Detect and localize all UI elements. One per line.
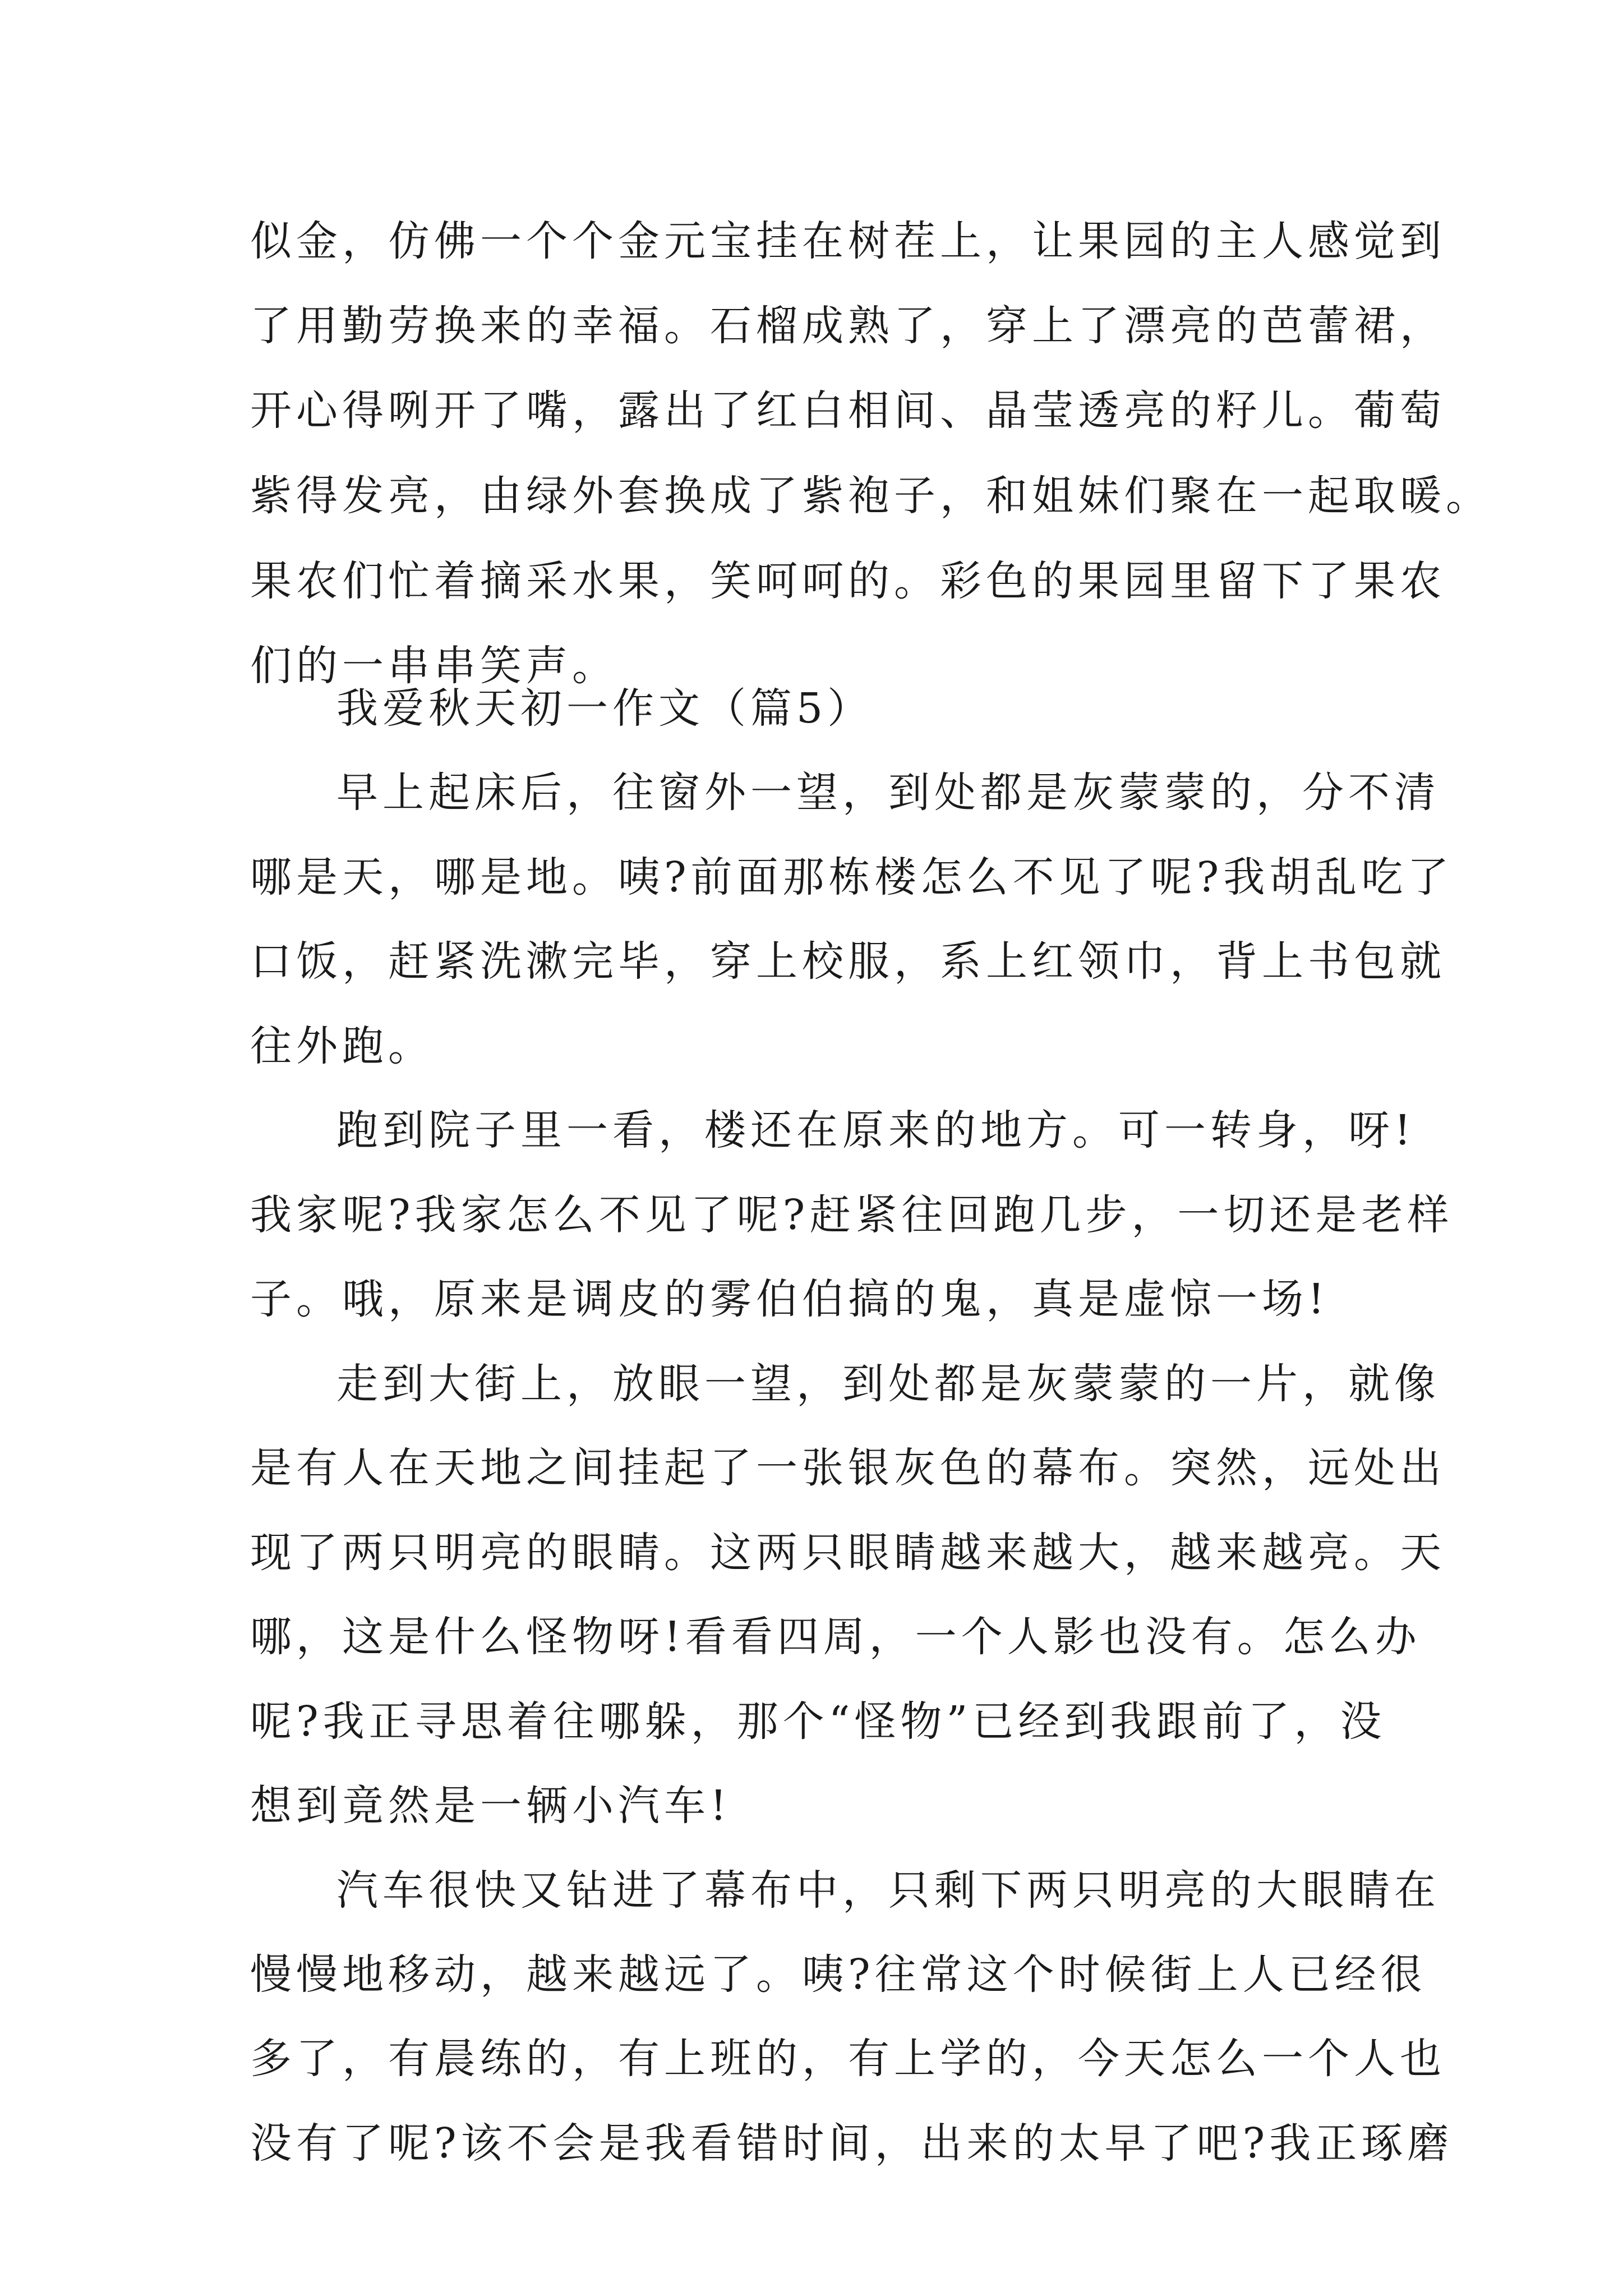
text-line: 似金，仿佛一个个金元宝挂在树茬上，让果园的主人感觉到 — [250, 217, 1446, 265]
text-line: 是有人在天地之间挂起了一张银灰色的幕布。突然，远处出 — [250, 1444, 1446, 1492]
text-line: 口饭，赶紧洗漱完毕，穿上校服，系上红领巾，背上书包就 — [250, 937, 1446, 986]
text-line: 开心得咧开了嘴，露出了红白相间、晶莹透亮的籽儿。葡萄 — [250, 386, 1446, 435]
text-line: 往外跑。 — [250, 1022, 434, 1070]
text-line: 我家呢?我家怎么不见了呢?赶紧往回跑几步，一切还是老样 — [250, 1191, 1454, 1239]
text-line: 慢慢地移动，越来越远了。咦?往常这个时候街上人已经很 — [250, 1950, 1427, 1999]
paragraph-start-line: 早上起床后，往窗外一望，到处都是灰蒙蒙的，分不清 — [336, 769, 1440, 817]
text-line: 没有了呢?该不会是我看错时间，出来的太早了吧?我正琢磨 — [250, 2119, 1454, 2168]
text-line: 果农们忙着摘采水果，笑呵呵的。彩色的果园里留下了果农 — [250, 557, 1446, 605]
text-line: 呢?我正寻思着往哪躲，那个“怪物”已经到我跟前了，没 — [250, 1697, 1386, 1746]
text-line: 子。哦，原来是调皮的雾伯伯搞的鬼，真是虚惊一场! — [250, 1275, 1329, 1323]
text-line: 哪是天，哪是地。咦?前面那栋楼怎么不见了呢?我胡乱吃了 — [250, 853, 1454, 901]
text-line: 哪，这是什么怪物呀!看看四周，一个人影也没有。怎么办 — [250, 1613, 1421, 1661]
paragraph-start-line: 汽车很快又钻进了幕布中，只剩下两只明亮的大眼睛在 — [336, 1866, 1440, 1915]
text-line: 们的一串串笑声。 — [250, 642, 618, 690]
text-line: 了用勤劳换来的幸福。石榴成熟了，穿上了漂亮的芭蕾裙， — [250, 302, 1446, 350]
text-line: 紫得发亮，由绿外套换成了紫袍子，和姐妹们聚在一起取暖。 — [250, 472, 1492, 520]
paragraph-start-line: 跑到院子里一看，楼还在原来的地方。可一转身，呀! — [336, 1106, 1415, 1154]
text-line: 现了两只明亮的眼睛。这两只眼睛越来越大，越来越亮。天 — [250, 1529, 1446, 1577]
section-heading: 我爱秋天初一作文（篇5） — [336, 684, 874, 733]
text-line: 想到竟然是一辆小汽车! — [250, 1782, 731, 1830]
paragraph-start-line: 走到大街上，放眼一望，到处都是灰蒙蒙的一片，就像 — [336, 1360, 1440, 1408]
text-line: 多了，有晨练的，有上班的，有上学的，今天怎么一个人也 — [250, 2035, 1446, 2083]
